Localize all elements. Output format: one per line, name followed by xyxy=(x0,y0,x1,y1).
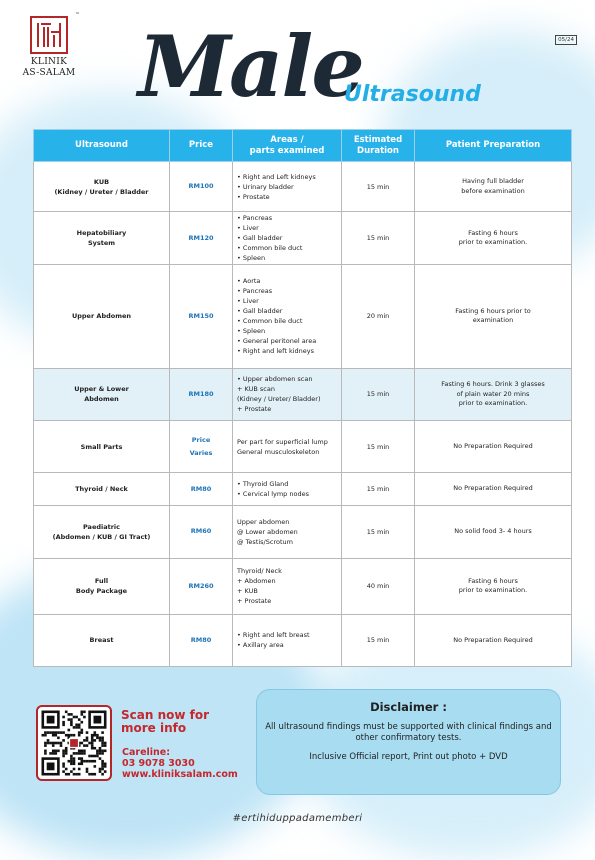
estimated-duration: 40 min xyxy=(342,559,415,614)
areas-examined-line: • Pancreas xyxy=(237,287,273,296)
service-price xyxy=(170,162,233,212)
areas-examined-line: • Gall bladder xyxy=(237,234,283,243)
website-link[interactable]: www.kliniksalam.com xyxy=(122,769,238,780)
service-name xyxy=(34,368,170,420)
service-price xyxy=(170,421,233,473)
patient-preparation-line: No Preparation Required xyxy=(453,635,533,644)
areas-examined-line: Thyroid/ Neck xyxy=(237,567,282,576)
areas-examined-line: Upper abdomen xyxy=(237,517,290,526)
areas-examined xyxy=(233,421,342,473)
estimated-duration: 15 min xyxy=(342,614,415,666)
disclaimer-box xyxy=(256,689,561,795)
patient-preparation-line: Fasting 6 hours. Drink 3 glasses xyxy=(441,380,545,389)
scan-prompt xyxy=(121,709,209,735)
header-areas: Areas / parts examined xyxy=(233,130,342,162)
patient-preparation xyxy=(415,212,572,264)
service-price-line: Price xyxy=(191,435,211,444)
table-row xyxy=(34,264,572,368)
page-subtitle: Ultrasound xyxy=(344,82,481,107)
areas-examined-line: • Cervical lymp nodes xyxy=(237,490,309,499)
service-price xyxy=(170,559,233,614)
patient-preparation xyxy=(415,421,572,473)
areas-examined xyxy=(233,614,342,666)
service-name xyxy=(34,162,170,212)
brand-name-line2: AS-SALAM xyxy=(22,68,76,78)
careline-label: Careline: xyxy=(122,747,171,758)
patient-preparation-line: before examination xyxy=(461,186,525,195)
service-price xyxy=(170,212,233,264)
brand-name-line1: KLINIK xyxy=(30,57,68,67)
service-price-line: RM260 xyxy=(188,581,214,590)
estimated-duration: 20 min xyxy=(342,264,415,368)
areas-examined-line: + Prostate xyxy=(237,405,272,414)
service-name xyxy=(34,559,170,614)
areas-examined-line: • Right and left kidneys xyxy=(237,347,315,356)
patient-preparation-line: prior to examination. xyxy=(458,238,528,247)
table-row xyxy=(34,473,572,505)
service-name-line: Breast xyxy=(89,636,114,645)
areas-examined-line: • Gall bladder xyxy=(237,307,283,316)
careline-info xyxy=(122,747,238,780)
estimated-duration: 15 min xyxy=(342,421,415,473)
areas-examined-line: • Prostate xyxy=(237,192,270,201)
patient-preparation-line: Fasting 6 hours xyxy=(468,228,518,237)
areas-examined xyxy=(233,162,342,212)
disclaimer-text: All ultrasound findings must be supported with clinical findings and other confirmatory tests. xyxy=(265,722,552,743)
service-name xyxy=(34,505,170,558)
table-row xyxy=(34,162,572,212)
patient-preparation-line: Having full bladder xyxy=(462,177,524,186)
header-ultrasound: Ultrasound xyxy=(34,130,170,162)
areas-examined-line: • Liver xyxy=(237,224,259,233)
areas-examined-line: • Urinary bladder xyxy=(237,182,294,191)
areas-examined-line: • Right and Left kidneys xyxy=(237,172,316,181)
areas-examined-line: • Axillary area xyxy=(237,641,284,650)
service-name-line: Thyroid / Neck xyxy=(75,485,128,494)
table-row xyxy=(34,614,572,666)
estimated-duration: 15 min xyxy=(342,505,415,558)
service-name xyxy=(34,212,170,264)
service-name-line: KUB xyxy=(93,177,110,186)
estimated-duration: 15 min xyxy=(342,473,415,505)
areas-examined-line: • Upper abdomen scan xyxy=(237,375,313,384)
areas-examined xyxy=(233,473,342,505)
service-name-line: Full xyxy=(94,577,109,586)
clinic-logo xyxy=(22,12,80,79)
service-price xyxy=(170,614,233,666)
service-price-line: RM100 xyxy=(188,182,214,191)
service-price-line: Varies xyxy=(189,448,213,457)
patient-preparation-line: No Preparation Required xyxy=(453,484,533,493)
estimated-duration: 15 min xyxy=(342,368,415,420)
areas-examined-line: • Common bile duct xyxy=(237,244,303,253)
service-price-line: RM180 xyxy=(188,389,214,398)
table-row xyxy=(34,368,572,420)
patient-preparation-line: prior to examination. xyxy=(458,399,528,408)
areas-examined xyxy=(233,264,342,368)
careline-phone[interactable]: 03 9078 3030 xyxy=(122,758,195,769)
areas-examined-line: • Common bile duct xyxy=(237,317,303,326)
service-name-line: Body Package xyxy=(75,587,128,596)
disclaimer-inclusions: Inclusive Official report, Print out photo + DVD xyxy=(309,752,508,762)
areas-examined-line: + KUB scan xyxy=(237,385,275,394)
service-name-line: Hepatobiliary xyxy=(76,229,127,238)
page-title: Male xyxy=(138,17,363,116)
patient-preparation xyxy=(415,614,572,666)
service-name xyxy=(34,264,170,368)
table-row xyxy=(34,505,572,558)
logo-mark-icon xyxy=(30,16,68,54)
service-price xyxy=(170,264,233,368)
hashtag: #ertihiduppadamemberi xyxy=(232,813,363,824)
patient-preparation-line: No solid food 3- 4 hours xyxy=(454,527,532,536)
patient-preparation-line: examination xyxy=(472,316,514,325)
patient-preparation xyxy=(415,264,572,368)
areas-examined-line: Per part for superficial lump xyxy=(237,437,328,446)
areas-examined xyxy=(233,212,342,264)
price-table xyxy=(33,129,572,667)
areas-examined xyxy=(233,505,342,558)
patient-preparation-line: of plain water 20 mins xyxy=(456,389,530,398)
disclaimer-title: Disclaimer : xyxy=(370,700,447,714)
trademark-symbol: ™ xyxy=(75,12,80,18)
page-code: 05/24 xyxy=(555,35,577,45)
patient-preparation-line: Fasting 6 hours xyxy=(468,576,518,585)
service-price-line: RM150 xyxy=(188,311,214,320)
qr-code[interactable] xyxy=(36,705,112,781)
service-price xyxy=(170,368,233,420)
areas-examined-line: • Aorta xyxy=(237,277,261,286)
service-name-line: Upper & Lower xyxy=(74,385,129,394)
service-price-line: RM80 xyxy=(190,484,212,493)
areas-examined-line: + Prostate xyxy=(237,597,272,606)
estimated-duration: 15 min xyxy=(342,212,415,264)
header-price: Price xyxy=(170,130,233,162)
scan-line2: more info xyxy=(121,721,187,735)
areas-examined-line: + Abdomen xyxy=(237,577,276,586)
areas-examined-line: @ Testis/Scrotum xyxy=(237,537,293,546)
areas-examined-line: • Liver xyxy=(237,297,259,306)
header-duration: Estimated Duration xyxy=(342,130,415,162)
areas-examined xyxy=(233,559,342,614)
areas-examined-line: + KUB xyxy=(237,587,258,596)
service-name-line: (Abdomen / KUB / GI Tract) xyxy=(52,532,151,541)
areas-examined-line: • Right and left breast xyxy=(237,631,310,640)
header-preparation: Patient Preparation xyxy=(415,130,572,162)
service-price-line: RM80 xyxy=(190,635,212,644)
scan-line1: Scan now for xyxy=(121,708,210,722)
service-name-line: Small Parts xyxy=(80,442,123,451)
service-name-line: Upper Abdomen xyxy=(71,312,132,321)
patient-preparation xyxy=(415,368,572,420)
areas-examined-line: • Thyroid Gland xyxy=(237,480,289,489)
table-row xyxy=(34,421,572,473)
qr-code-icon xyxy=(38,707,110,779)
areas-examined-line: • Spleen xyxy=(237,327,266,336)
areas-examined-line: (Kidney / Ureter/ Bladder) xyxy=(237,395,321,404)
patient-preparation xyxy=(415,473,572,505)
patient-preparation xyxy=(415,559,572,614)
areas-examined xyxy=(233,368,342,420)
patient-preparation-line: Fasting 6 hours prior to xyxy=(455,306,531,315)
areas-examined-line: • General peritonel area xyxy=(237,337,317,346)
estimated-duration: 15 min xyxy=(342,162,415,212)
service-name xyxy=(34,473,170,505)
patient-preparation-line: prior to examination. xyxy=(458,586,528,595)
patient-preparation xyxy=(415,505,572,558)
service-name-line: Paediatric xyxy=(82,522,121,531)
patient-preparation xyxy=(415,162,572,212)
service-name-line: System xyxy=(87,239,116,248)
service-price xyxy=(170,473,233,505)
service-price-line: RM120 xyxy=(188,233,214,242)
areas-examined-line: @ Lower abdomen xyxy=(237,527,298,536)
table-row xyxy=(34,212,572,264)
service-name xyxy=(34,614,170,666)
service-name xyxy=(34,421,170,473)
areas-examined-line: • Spleen xyxy=(237,254,266,263)
service-name-line: Abdomen xyxy=(84,395,119,404)
service-price-line: RM60 xyxy=(190,527,212,536)
areas-examined-line: General musculoskeleton xyxy=(237,447,320,456)
service-price xyxy=(170,505,233,558)
areas-examined-line: • Pancreas xyxy=(237,214,273,223)
service-name-line: (Kidney / Ureter / Bladder xyxy=(54,187,149,196)
patient-preparation-line: No Preparation Required xyxy=(453,441,533,450)
table-row xyxy=(34,559,572,614)
